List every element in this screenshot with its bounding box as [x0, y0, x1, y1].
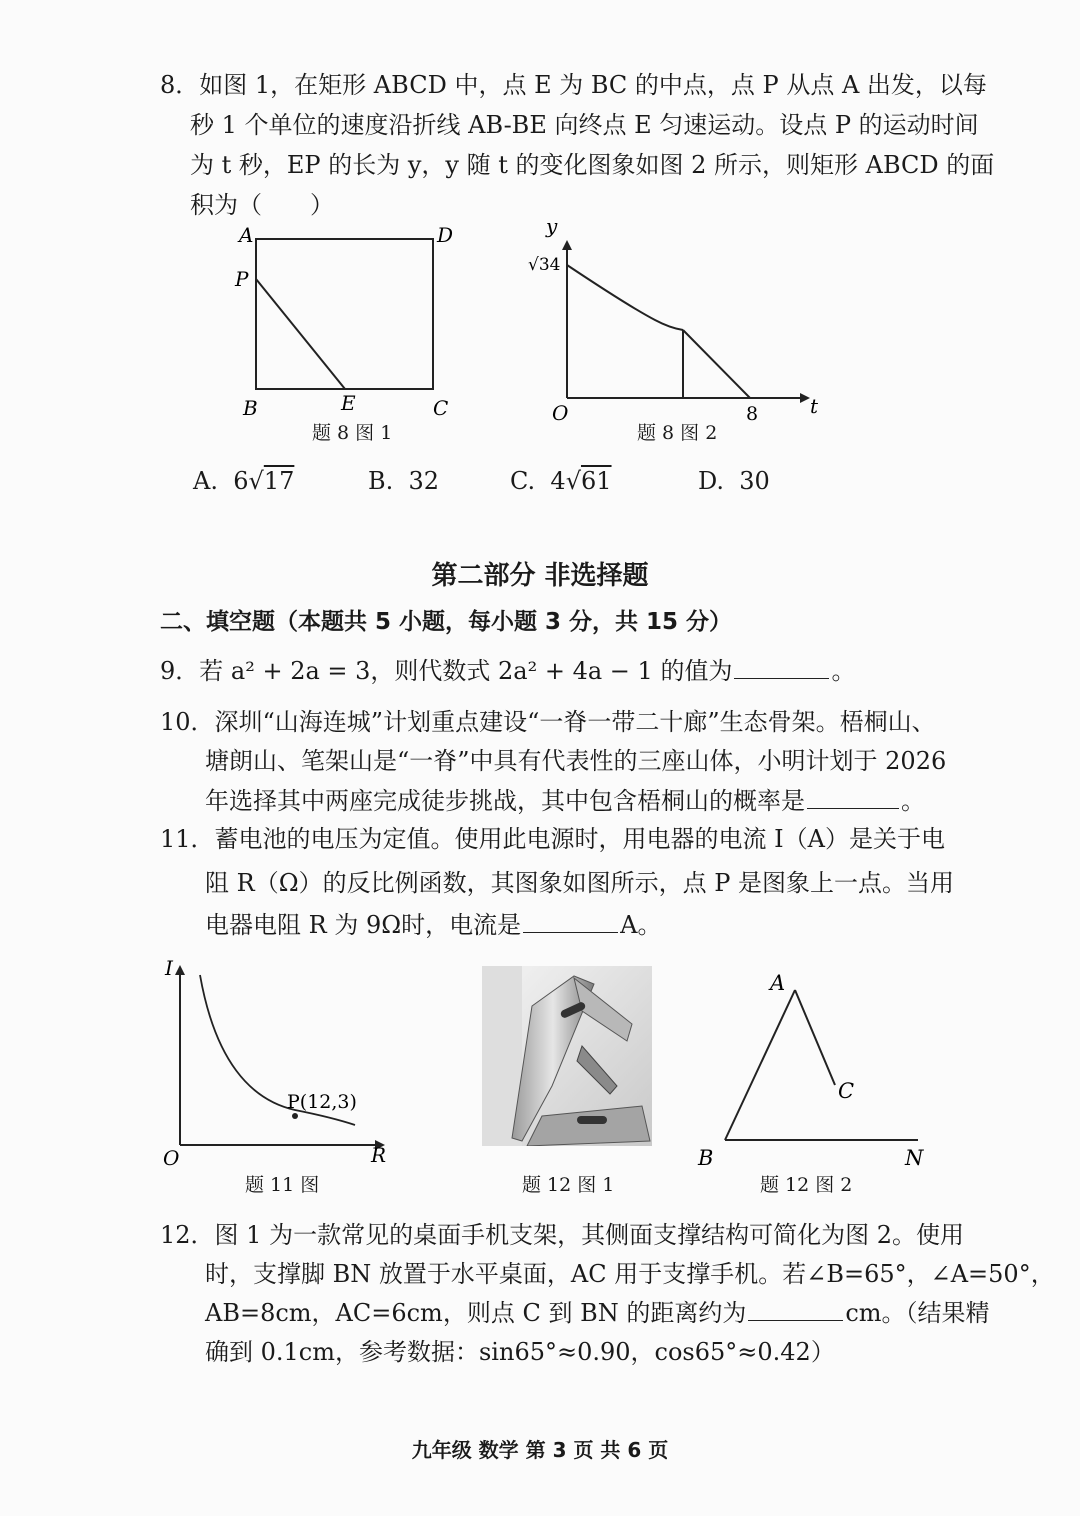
- q8-line3: 为 t 秒，EP 的长为 y，y 随 t 的变化图象如图 2 所示，则矩形 ABCD 的面: [190, 151, 995, 179]
- q8-fig2-caption: 题 8 图 2: [637, 422, 718, 444]
- label-sqrt34: √34: [528, 255, 561, 275]
- q9-line: 9．若 a² + 2a = 3，则代数式 2a² + 4a − 1 的值为 。: [160, 657, 856, 685]
- label-o: O: [552, 401, 569, 425]
- label-d: D: [437, 223, 454, 247]
- q12-line3: AB=8cm，AC=6cm，则点 C 到 BN 的距离约为 cm。（结果精: [205, 1299, 990, 1327]
- q10-line1: 10．深圳“山海连城”计划重点建设“一脊一带二十廊”生态骨架。梧桐山、: [160, 708, 936, 736]
- label-y: y: [546, 215, 558, 238]
- label-o: O: [163, 1146, 180, 1170]
- label-t: t: [810, 394, 819, 418]
- y-axis-arrow: [562, 240, 572, 250]
- phone-stand-photo: [482, 966, 652, 1146]
- q12-line1: 12．图 1 为一款常见的桌面手机支架，其侧面支撑结构可简化为图 2。使用: [160, 1221, 964, 1249]
- label-a: A: [770, 971, 786, 995]
- q8-line2: 秒 1 个单位的速度沿折线 AB-BE 向终点 E 匀速运动。设点 P 的运动时间: [190, 111, 979, 139]
- q11-fig-caption: 题 11 图: [245, 1174, 320, 1196]
- q8-fig1-caption: 题 8 图 1: [312, 422, 393, 444]
- q12-answer-blank[interactable]: [748, 1298, 843, 1321]
- segment-pe: [256, 279, 345, 389]
- q8-figure2: [520, 215, 830, 425]
- label-c: C: [838, 1079, 855, 1103]
- part2-title: 第二部分 非选择题: [431, 561, 649, 591]
- q12-figure2: [690, 965, 930, 1175]
- option-c[interactable]: C. 4√61: [510, 467, 612, 495]
- graph-line: [683, 330, 750, 398]
- q11-figure: [155, 950, 400, 1170]
- q12-fig1-caption: 题 12 图 1: [522, 1174, 615, 1196]
- q11-line2: 阻 R（Ω）的反比例函数，其图象如图所示，点 P 是图象上一点。当用: [205, 869, 955, 897]
- label-r: R: [371, 1143, 387, 1167]
- graph-curve: [567, 265, 683, 330]
- q11-line1: 11．蓄电池的电压为定值。使用此电源时，用电器的电流 I（A）是关于电: [160, 825, 945, 853]
- label-8: 8: [746, 403, 759, 425]
- option-d[interactable]: D. 30: [698, 467, 770, 495]
- segment-ac: [795, 990, 835, 1085]
- rectangle-abcd: [256, 239, 433, 389]
- q8-figure1: [225, 222, 465, 422]
- page-footer: 九年级 数学 第 3 页 共 6 页: [411, 1438, 669, 1462]
- q12-line2: 时，支撑脚 BN 放置于水平桌面，AC 用于支撑手机。若∠B=65°，∠A=50°，: [205, 1260, 1055, 1288]
- stand-base-slot: [577, 1116, 607, 1124]
- q9-answer-blank[interactable]: [734, 656, 829, 679]
- q11-answer-blank[interactable]: [523, 910, 618, 933]
- label-b: B: [698, 1146, 714, 1170]
- q8-line1: 8．如图 1，在矩形 ABCD 中，点 E 为 BC 的中点，点 P 从点 A 出发，以每: [160, 71, 987, 99]
- q10-answer-blank[interactable]: [807, 786, 899, 809]
- q11-line3: 电器电阻 R 为 9Ω时，电流是 A。: [205, 911, 662, 939]
- i-axis-arrow: [175, 965, 185, 975]
- q8-line4: 积为（ ）: [190, 191, 334, 219]
- t-axis-arrow: [800, 393, 810, 403]
- label-n: N: [905, 1146, 924, 1170]
- label-p: P: [235, 267, 249, 291]
- q10-line3: 年选择其中两座完成徒步挑战，其中包含梧桐山的概率是 。: [205, 787, 925, 815]
- q12-line4: 确到 0.1cm，参考数据：sin65°≈0.90，cos65°≈0.42）: [205, 1338, 835, 1366]
- q10-line2: 塘朗山、笔架山是“一脊”中具有代表性的三座山体，小明计划于 2026: [205, 747, 947, 775]
- section2-heading: 二、填空题（本题共 5 小题，每小题 3 分，共 15 分）: [160, 609, 733, 635]
- label-a: A: [239, 223, 254, 247]
- label-b: B: [243, 396, 258, 420]
- option-b[interactable]: B. 32: [368, 467, 440, 495]
- label-i: I: [165, 956, 173, 980]
- label-c: C: [433, 396, 449, 420]
- point-p: [292, 1113, 298, 1119]
- q12-fig2-caption: 题 12 图 2: [760, 1174, 853, 1196]
- label-p-coords: P(12,3): [287, 1091, 357, 1113]
- segment-ab: [725, 990, 795, 1140]
- label-e: E: [341, 391, 356, 415]
- option-a[interactable]: A. 6√17: [193, 467, 295, 495]
